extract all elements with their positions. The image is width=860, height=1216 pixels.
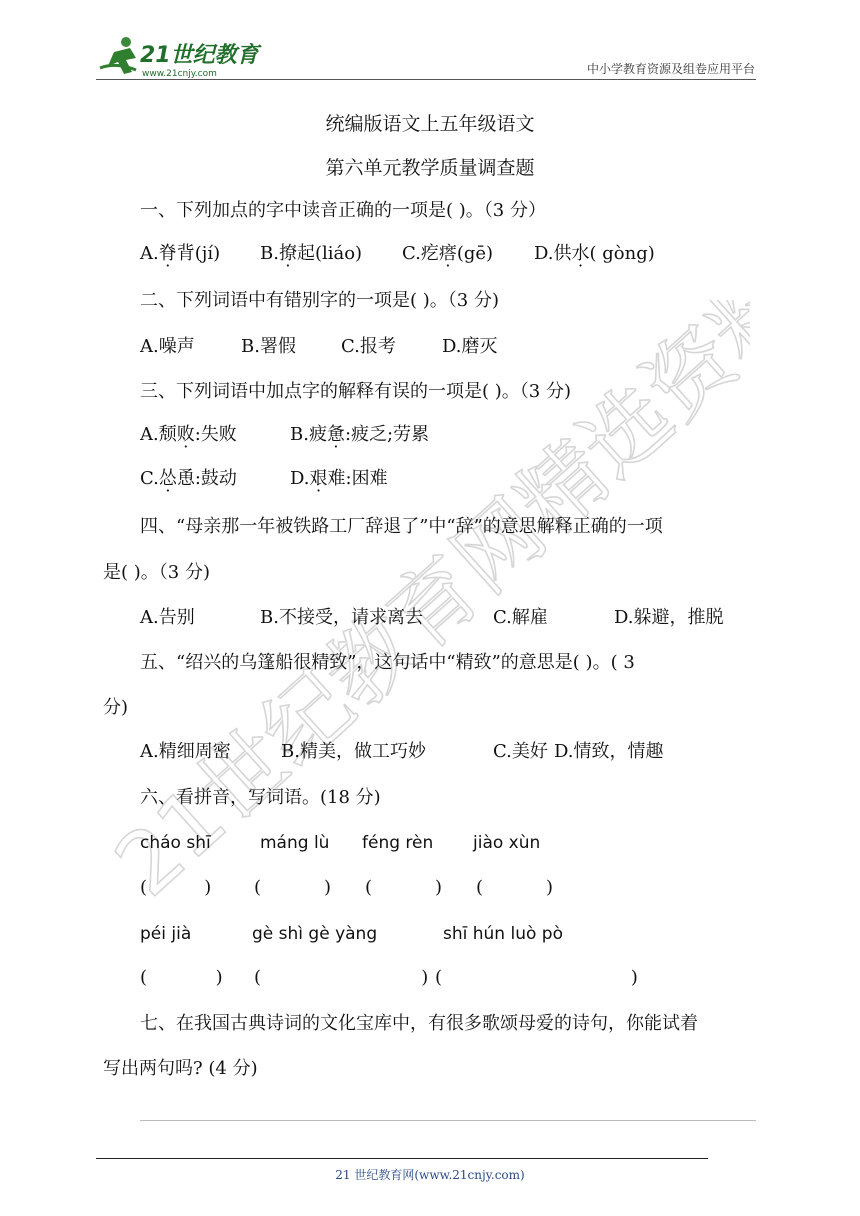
q2-option-b: B.署假 — [241, 336, 296, 357]
question-6-stem: 六、看拼音，写词语。(18 分) — [140, 787, 381, 808]
exam-title: 统编版语文上五年级语文 — [325, 113, 535, 135]
q2-option-c: C.报考 — [341, 336, 396, 357]
q3-option-d: D.艰难:困难 — [290, 468, 388, 489]
header-rule — [96, 79, 756, 80]
answer-blank[interactable]: ( ) — [140, 877, 212, 898]
answer-blank[interactable]: ( ) — [435, 967, 638, 988]
question-5-stem: 五、“绍兴的乌篷船很精致”，这句话中“精致”的意思是( )。( 3 — [140, 652, 635, 673]
q5-option-c: C.美好 — [493, 741, 548, 762]
question-5-stem-cont: 分) — [103, 697, 129, 718]
q4-option-c: C.解雇 — [493, 607, 548, 628]
q5-option-a: A.精细周密 — [140, 741, 231, 762]
q3-option-a: A.颓败:失败 — [140, 424, 237, 445]
q3-option-c: C.怂恿:鼓动 — [140, 468, 237, 489]
runner-logo-icon — [96, 34, 266, 80]
platform-label: 中小学教育资源及组卷应用平台 — [586, 62, 755, 76]
question-7-stem: 七、在我国古典诗词的文化宝库中，有很多歌颂母爱的诗句，你能试着 — [140, 1013, 698, 1034]
pinyin-item: gè shì gè yàng — [252, 924, 378, 944]
pinyin-item: shī hún luò pò — [443, 924, 563, 944]
question-1-stem: 一、下列加点的字中读音正确的一项是( )。（3 分） — [140, 200, 546, 221]
footer-text: 21 世纪教育网(www.21cnjy.com) — [335, 1168, 525, 1182]
pinyin-item: féng rèn — [362, 833, 434, 853]
question-3-stem: 三、下列词语中加点字的解释有误的一项是( )。（3 分) — [140, 381, 571, 402]
answer-blank[interactable]: ( ) — [476, 877, 553, 898]
q5-option-b: B.精美，做工巧妙 — [281, 741, 426, 762]
q1-option-d: D.供水( gòng) — [534, 243, 655, 264]
pinyin-item: cháo shī — [140, 833, 211, 853]
logo-url: www.21cnjy.com — [142, 69, 217, 79]
question-2-stem: 二、下列词语中有错别字的一项是( )。（3 分) — [140, 290, 499, 311]
q1-option-c: C.疙瘩(gē) — [402, 243, 494, 264]
q1-option-b: B.撩起(liáo) — [260, 243, 363, 264]
q2-option-a: A.噪声 — [140, 336, 195, 357]
answer-blank[interactable]: ( ) — [254, 877, 331, 898]
watermark-text: 21世纪教育网精选资料 — [110, 300, 750, 916]
q1-option-a: A.脊背(jí) — [140, 243, 221, 264]
q4-option-d: D.躲避，推脱 — [614, 607, 724, 628]
question-4-stem: 四、“母亲那一年被铁路工厂辞退了”中“辞”的意思解释正确的一项 — [140, 516, 663, 537]
question-7-stem-cont: 写出两句吗? (4 分) — [103, 1058, 258, 1079]
q3-option-b: B.疲惫:疲乏;劳累 — [290, 424, 430, 445]
footer-rule — [96, 1158, 708, 1159]
answer-line[interactable] — [140, 1120, 756, 1121]
pinyin-item: máng lù — [260, 833, 330, 853]
pinyin-item: jiào xùn — [473, 833, 541, 853]
q4-option-a: A.告别 — [140, 607, 195, 628]
pinyin-item: péi jià — [140, 924, 192, 944]
exam-subtitle: 第六单元教学质量调查题 — [325, 157, 535, 179]
site-logo — [96, 34, 266, 80]
logo-text: 21世纪教育 — [140, 43, 259, 68]
question-4-stem-cont: 是( )。（3 分) — [103, 562, 210, 583]
answer-blank[interactable]: ( ) — [254, 967, 429, 988]
q5-option-d: D.情致，情趣 — [554, 741, 664, 762]
answer-blank[interactable]: ( ) — [140, 967, 223, 988]
q2-option-d: D.磨灭 — [442, 336, 498, 357]
answer-blank[interactable]: ( ) — [365, 877, 442, 898]
q4-option-b: B.不接受，请求离去 — [260, 607, 423, 628]
